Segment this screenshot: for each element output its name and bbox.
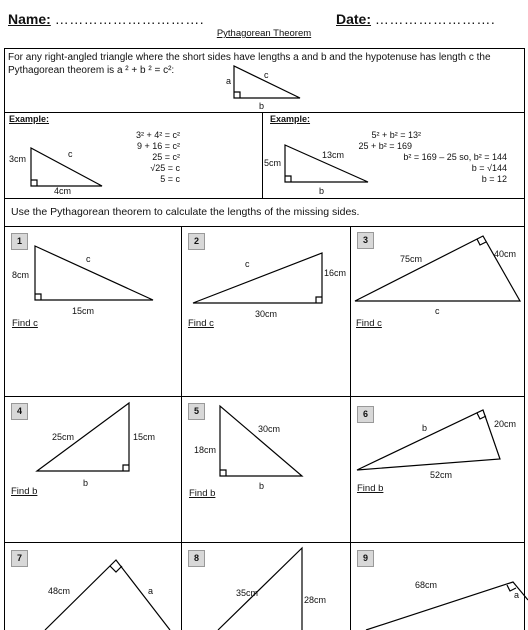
q3-label-bottom: c bbox=[435, 306, 440, 316]
example1-step: 5 = c bbox=[160, 174, 180, 184]
intro-label-a: a bbox=[226, 76, 232, 86]
example2-right-angle bbox=[285, 176, 291, 182]
q8-label-hyp: 35cm bbox=[236, 588, 259, 598]
page-title bbox=[0, 28, 528, 39]
q3-label-right: 40cm bbox=[494, 249, 517, 259]
q2-find: Find c bbox=[188, 318, 214, 329]
q1-find: Find c bbox=[12, 318, 38, 329]
intro-label-b: b bbox=[259, 101, 265, 111]
intro-label-c: c bbox=[264, 70, 269, 80]
q5-right-angle bbox=[220, 470, 226, 476]
example1-working bbox=[136, 130, 180, 185]
q2-label-hyp: c bbox=[245, 259, 250, 269]
q5-label-hyp: 30cm bbox=[258, 424, 281, 434]
q2-label-bottom: 30cm bbox=[255, 309, 278, 319]
q6-triangle bbox=[357, 410, 500, 470]
q6-label-right: 20cm bbox=[494, 419, 517, 429]
q9-triangle bbox=[366, 582, 528, 630]
question-number: 3 bbox=[357, 232, 374, 249]
q8-label-right: 28cm bbox=[304, 595, 327, 605]
example2-title: Example: bbox=[270, 114, 311, 124]
question-number: 8 bbox=[188, 550, 205, 567]
q5-label-bottom: b bbox=[259, 481, 265, 491]
example2-step: b² = 169 – 25 so, b² = 144 bbox=[403, 152, 507, 162]
example2-label-bottom: b bbox=[319, 186, 325, 196]
q7-label-left: 48cm bbox=[48, 586, 71, 596]
q4-find: Find b bbox=[11, 486, 38, 497]
q8-triangle bbox=[218, 548, 302, 630]
instruction-text: Use the Pythagorean theorem to calculate the lengths of the missing sides. bbox=[11, 206, 360, 218]
q3-label-left: 75cm bbox=[400, 254, 423, 264]
example2-step: 25 + b² = 169 bbox=[358, 141, 412, 151]
example1-step: 9 + 16 = c² bbox=[136, 141, 180, 151]
q1-label-left: 8cm bbox=[12, 270, 30, 280]
example1-label-left: 3cm bbox=[9, 154, 27, 164]
name-dots: …………………………. bbox=[54, 11, 205, 27]
date-field bbox=[336, 11, 495, 27]
example1-right-angle bbox=[31, 180, 37, 186]
q7-label-right: a bbox=[148, 586, 154, 596]
date-dots: ……………………. bbox=[374, 11, 496, 27]
example1-step: √25 = c bbox=[150, 163, 180, 173]
question-number: 2 bbox=[188, 233, 205, 250]
q9-label-top: 68cm bbox=[415, 580, 438, 590]
question-number: 4 bbox=[11, 403, 28, 420]
q5-find: Find b bbox=[189, 488, 216, 499]
intro-text: For any right-angled triangle where the short sides have lengths a and b and the hypotenuse has length c the Pythagorean theorem is a ² + b ² = c²: bbox=[8, 52, 491, 76]
q2-right-angle bbox=[316, 297, 322, 303]
q7-right-angle bbox=[110, 566, 122, 572]
q1-right-angle bbox=[35, 294, 41, 300]
example1-label-hyp: c bbox=[68, 149, 73, 159]
example1-title: Example: bbox=[9, 114, 50, 124]
example1-step: 25 = c² bbox=[152, 152, 180, 162]
question-number: 1 bbox=[11, 233, 28, 250]
q6-label-top: b bbox=[422, 423, 428, 433]
question-number: 6 bbox=[357, 406, 374, 423]
q2-triangle bbox=[193, 253, 322, 303]
q9-label-right: a bbox=[514, 590, 520, 600]
example2-working bbox=[358, 130, 507, 185]
q5-label-left: 18cm bbox=[194, 445, 217, 455]
q5-triangle bbox=[220, 406, 302, 476]
example2-step: b = √144 bbox=[471, 163, 507, 173]
question-number: 5 bbox=[188, 403, 205, 420]
q4-triangle bbox=[37, 403, 129, 471]
question-number: 7 bbox=[11, 550, 28, 567]
page-title-text: Pythagorean Theorem bbox=[216, 28, 312, 39]
name-field bbox=[8, 11, 204, 27]
q3-find: Find c bbox=[356, 318, 382, 329]
q1-label-bottom: 15cm bbox=[72, 306, 95, 316]
q4-label-right: 15cm bbox=[133, 432, 156, 442]
q6-find: Find b bbox=[357, 483, 384, 494]
q2-label-right: 16cm bbox=[324, 268, 347, 278]
example2-label-hyp: 13cm bbox=[322, 150, 345, 160]
intro-right-angle bbox=[234, 92, 240, 98]
q6-label-bottom: 52cm bbox=[430, 470, 453, 480]
name-label: Name: bbox=[8, 11, 51, 27]
date-label: Date: bbox=[336, 11, 372, 27]
q1-triangle bbox=[35, 246, 153, 300]
example1-label-bottom: 4cm bbox=[54, 186, 72, 196]
q4-right-angle bbox=[123, 465, 129, 471]
example1-step: 3² + 4² = c² bbox=[135, 130, 180, 140]
example1-triangle bbox=[31, 148, 102, 186]
q3-triangle bbox=[355, 236, 520, 301]
q4-label-bottom: b bbox=[83, 478, 89, 488]
q1-label-hyp: c bbox=[86, 254, 91, 264]
example2-step: b = 12 bbox=[481, 174, 507, 184]
example2-step: 5² + b² = 13² bbox=[371, 130, 421, 140]
q4-label-hyp: 25cm bbox=[52, 432, 75, 442]
example2-label-left: 5cm bbox=[264, 158, 282, 168]
question-number: 9 bbox=[357, 550, 374, 567]
